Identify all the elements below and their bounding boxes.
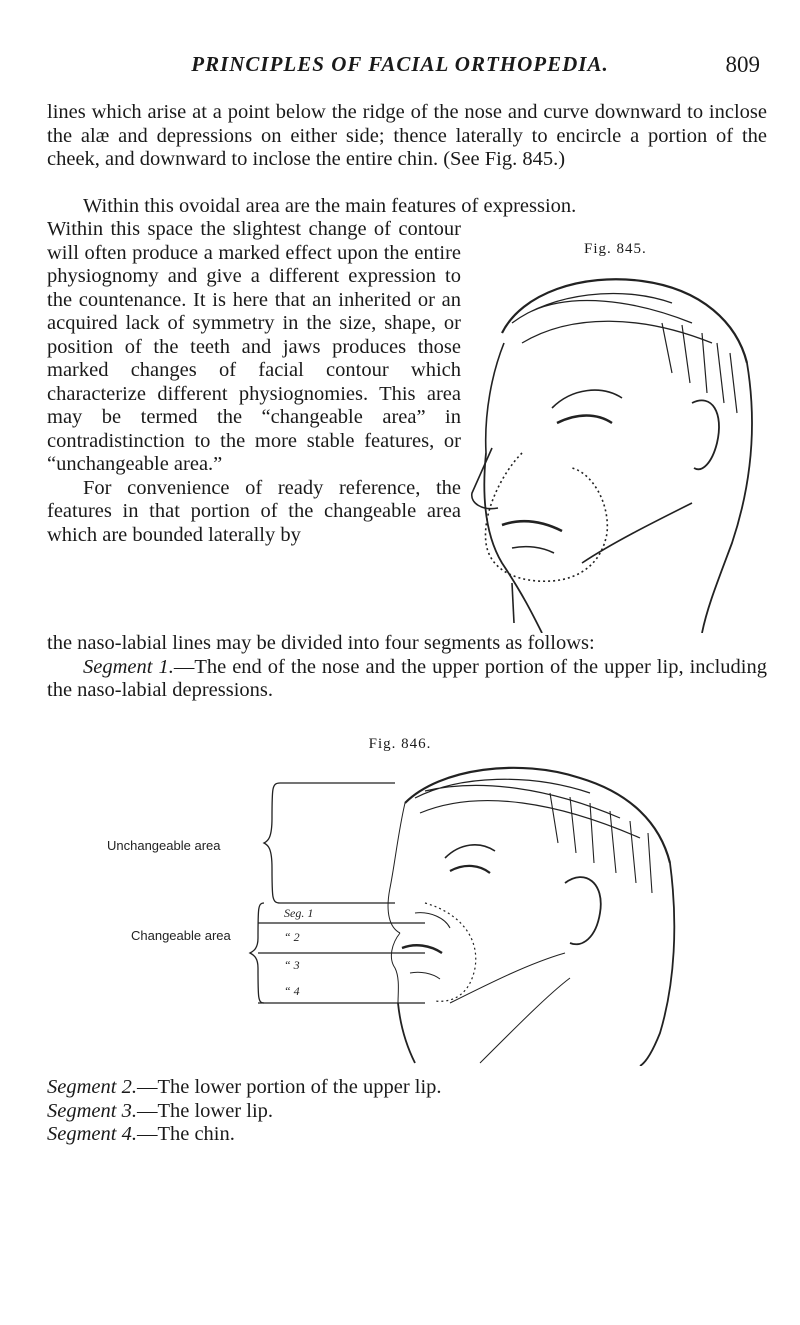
unchangeable-area-label: Unchangeable area <box>107 838 221 853</box>
paragraph-3-start: For convenience of ready reference, the features in that portion of the changeable area which are bounded laterally by <box>47 476 461 546</box>
segment-1-text: —The end of the nose and the upper portion of the upper lip, including the naso-labial depressions. <box>47 655 768 701</box>
seg-label-1: Seg. 1 <box>284 906 314 920</box>
seg-label-3: “ 3 <box>284 958 300 972</box>
segment-4 <box>47 1123 767 1147</box>
paragraph-1: lines which arise at a point below the ridge of the nose and curve downward to inclose the alæ and depressions on either side; thence laterally to encircle a portion of the cheek, and downward to inclose the entire chin. (See Fig. 845.) <box>47 101 767 170</box>
seg-label-2: “ 2 <box>284 930 300 944</box>
text-column-beside-figure <box>47 218 461 547</box>
paragraph-3-end-text: the naso-labial lines may be divided into four segments as follows: <box>47 632 595 654</box>
paragraph-2-rest: Within this space the slightest change of contour will often produce a marked effect upon the entire physiognomy and give a different expression to the countenance. It is here that an inherited or an acquired lack of symmetry in the size, shape, or position of the teeth and jaws produces those marked changes of facial contour which characterize different physiognomies. This area may be termed the “changeable area” in contradistinction to the more stable features, or “unchangeable area.” <box>47 218 461 475</box>
page-number: 809 <box>725 52 760 77</box>
paragraph-2-first-line: Within this ovoidal area are the main features of expression. <box>83 195 577 217</box>
segment-3-label: Segment 3. <box>47 1099 137 1122</box>
segment-3 <box>47 1100 767 1124</box>
segment-3-text: —The lower lip. <box>136 1099 274 1122</box>
segment-4-label: Segment 4. <box>47 1123 137 1145</box>
segment-2 <box>47 1076 767 1100</box>
changeable-area-label: Changeable area <box>131 928 231 943</box>
running-head <box>40 52 760 82</box>
running-head-title: PRINCIPLES OF FACIAL ORTHOPEDIA. <box>191 52 609 76</box>
seg-label-4: “ 4 <box>284 984 300 998</box>
segment-2-label: Segment 2. <box>47 1076 137 1098</box>
paragraph-3-end <box>47 632 767 703</box>
segment-list <box>47 1076 767 1147</box>
figure-846-caption: Fig. 846. <box>368 736 432 752</box>
segment-1-label: Segment 1. <box>83 655 174 678</box>
figure-846-illustration <box>220 763 690 1066</box>
figure-845-caption: Fig. 845. <box>584 241 647 257</box>
figure-845-illustration <box>462 263 762 633</box>
segment-2-text: —The lower portion of the upper lip. <box>136 1076 442 1098</box>
segment-4-text: —The chin. <box>136 1123 235 1145</box>
